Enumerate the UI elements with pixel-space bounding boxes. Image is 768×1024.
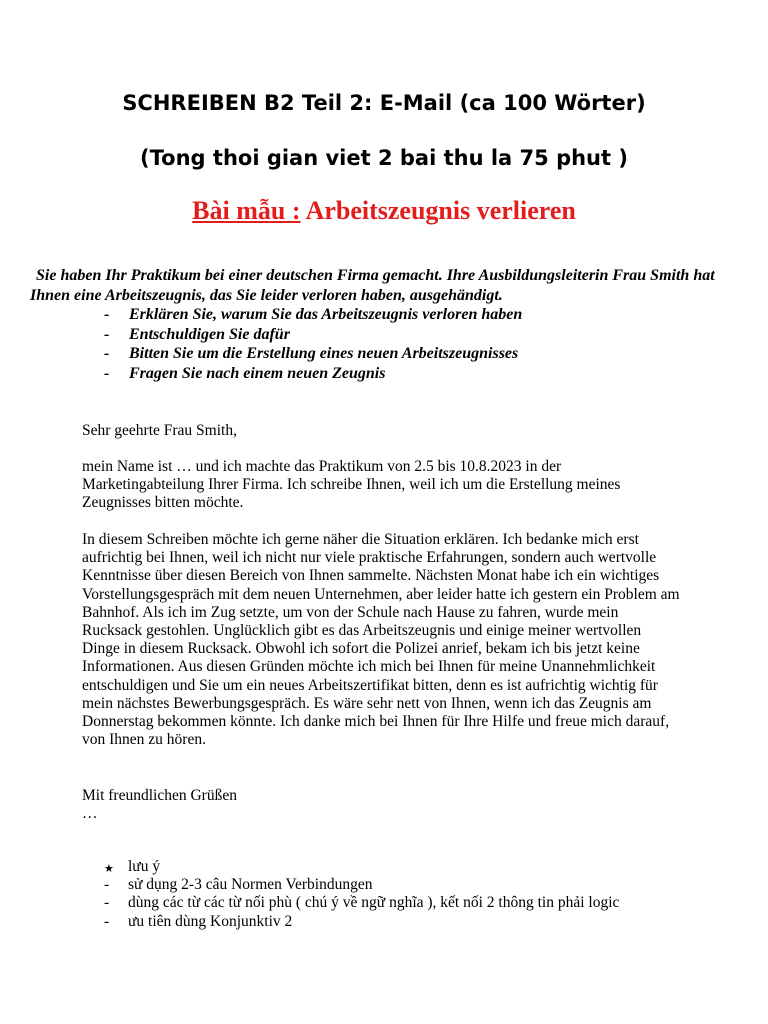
- task-point-text: Bitten Sie um die Erstellung eines neuen Arbeitszeugnisses: [129, 345, 519, 362]
- dash-bullet-icon: -: [104, 325, 110, 343]
- greeting-text: Sehr geehrte Frau Smith,: [82, 422, 237, 439]
- sample-topic: Arbeitszeugnis verlieren: [305, 196, 576, 225]
- dash-bullet-icon: -: [104, 345, 110, 362]
- task-point-text: Fragen Sie nach einem neuen Zeugnis: [129, 364, 386, 382]
- paragraph-text: In diesem Schreiben möchte ich gerne näher die Situation erklären. Ich bedanke mich erst aufrichtig bei Ihnen, weil ich nicht nur viele praktische Erfahrungen, sondern auch wertvolle Kenntnisse über diesen Bereich von Ihnen sammelte. Nächsten Monat habe ich ein wichtiges Vorstellungsgespräch mit dem neuen Unternehmen, aber leider hatte ich gestern ein Problem am Bahnhof. Als ich im Zug setzte, um von der Schule nach Hause zu fahren, wurde mein Rucksack gestohlen. Unglücklich gibt es das Arbeitszeugnis und einige meiner wertvollen Dinge in diesem Rucksack. Obwohl ich sofort die Polizei anrief, bekam ich bis jetzt keine Informationen. Aus diesen Gründen möchte ich mich bei Ihnen für meine Unannehmlichkeit entschuldigen und Sie um ein neues Arbeitszertifikat bitten, denn es ist aufrichtig wichtig für mein nächstes Bewerbungsgespräch. Es wäre sehr nett von Ihnen, wenn ich das Zeugnis am Donnerstag bekommen könnte. Ich danke mich bei Ihnen für Ihre Hilfe und freue mich darauf, von Ihnen zu hören.: [82, 531, 680, 749]
- note-item: [90, 894, 730, 912]
- notes-heading-item: [90, 858, 730, 876]
- notes-list: [90, 858, 730, 931]
- note-item: [90, 913, 730, 931]
- task-point-text: Entschuldigen Sie dafür: [129, 325, 290, 343]
- task-point: [30, 344, 730, 364]
- note-text: ưu tiên dùng Konjunktiv 2: [128, 912, 293, 930]
- page-title: SCHREIBEN B2 Teil 2: E-Mail (ca 100 Wörter): [122, 91, 646, 115]
- dash-bullet-icon: -: [104, 306, 110, 323]
- dash-bullet-icon: -: [104, 876, 110, 894]
- task-point: [30, 305, 730, 325]
- dash-bullet-icon: -: [104, 912, 110, 930]
- dash-bullet-icon: -: [104, 894, 110, 912]
- task-point: [30, 364, 730, 384]
- notes-heading: lưu ý: [128, 858, 161, 875]
- note-item: [90, 876, 730, 894]
- sample-heading: [0, 196, 768, 226]
- letter-greeting: [82, 422, 682, 440]
- task-point-text: Erklären Sie, warum Sie das Arbeitszeugnis verloren haben: [129, 306, 523, 323]
- signature-placeholder: …: [82, 805, 98, 823]
- page-subtitle: (Tong thoi gian viet 2 bai thu la 75 phut ): [140, 146, 628, 170]
- closing-text: Mit freundlichen Grüßen: [82, 787, 237, 804]
- notes-section: [90, 858, 730, 931]
- dash-bullet-icon: -: [104, 364, 110, 382]
- task-prompt: [30, 266, 730, 383]
- sample-label: Bài mẫu :: [192, 196, 301, 225]
- task-points: [30, 305, 730, 383]
- letter-paragraph-intro: [82, 458, 682, 513]
- letter-closing: [82, 787, 682, 823]
- task-intro: Sie haben Ihr Praktikum bei einer deutschen Firma gemacht. Ihre Ausbildungsleiterin Frau Smith hat Ihnen eine Arbeitszeugnis, das Sie leider verloren haben, ausgehändigt.: [30, 267, 715, 304]
- task-point: [30, 325, 730, 345]
- note-text: dùng các từ các từ nối phù ( chú ý về ngữ nghĩa ), kết nối 2 thông tin phải logic: [128, 894, 620, 912]
- note-text: sử dụng 2-3 câu Normen Verbindungen: [128, 876, 373, 894]
- letter-paragraph-body: [82, 531, 682, 749]
- paragraph-text: mein Name ist … und ich machte das Praktikum von 2.5 bis 10.8.2023 in der Marketingabteilung Ihrer Firma. Ich schreibe Ihnen, weil ich um die Erstellung meines Zeugnisses bitten möchte.: [82, 458, 621, 512]
- star-bullet-icon: ★: [104, 863, 114, 875]
